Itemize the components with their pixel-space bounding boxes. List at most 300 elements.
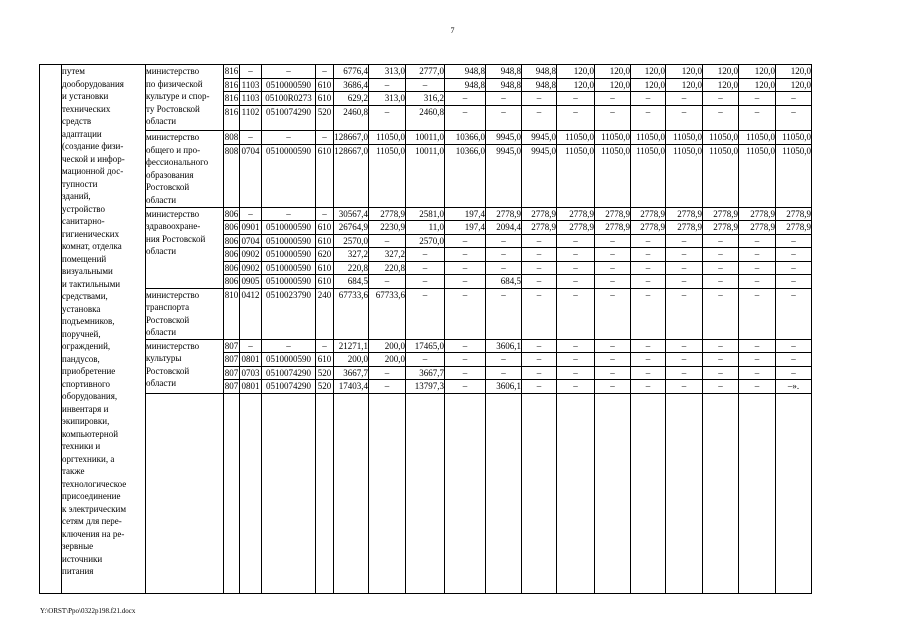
code-cell: 0704 [241,235,260,246]
amount-cell: – [486,353,522,367]
amount-cell: – [739,380,776,394]
empty-cell [739,118,776,131]
empty-cell [595,568,631,581]
empty-cell [739,543,776,556]
empty-cell [445,443,486,456]
empty-cell [146,531,224,544]
amount-cell: – [522,380,557,394]
number-cell [40,65,62,594]
empty-cell [595,443,631,456]
code-cell: 610 [316,221,334,235]
amount-cell: 2778,9 [666,221,703,235]
amount-cell: – [445,105,486,118]
amount-cell: – [486,105,522,118]
empty-cell [262,518,316,531]
amount-cell: – [739,234,776,248]
amount-cell: 2778,9 [486,207,522,221]
executor-line: области [146,246,177,256]
empty-cell [666,581,703,594]
empty-cell [557,506,595,519]
description-line: средств [62,116,92,126]
empty-cell [262,506,316,519]
amount-cell: – [486,288,522,301]
empty-cell [240,456,262,469]
empty-cell [369,506,406,519]
empty-cell [224,531,240,544]
empty-cell [334,431,369,444]
amount-cell: – [776,366,812,380]
description-line: экипировки, [62,416,110,426]
empty-cell [557,556,595,569]
table-row [40,339,848,353]
empty-cell [666,406,703,419]
amount-cell: – [557,339,595,353]
amount-cell: 11,0 [406,221,445,235]
code-cell: 610 [316,78,334,92]
amount-cell: 120,0 [595,78,631,92]
empty-cell [557,568,595,581]
code-cell: 0510000590 [262,234,316,248]
code-cell: 520 [316,105,334,118]
code-cell: 816 [224,66,239,76]
empty-cell [666,456,703,469]
amount-cell: 120,0 [557,65,595,79]
amount-cell: – [739,92,776,106]
empty-cell [703,568,739,581]
empty-cell [739,406,776,419]
empty-cell [486,314,522,327]
amount-cell: 17465,0 [406,339,445,353]
code-cell: 240 [316,288,334,301]
code-cell: 816 [224,106,239,117]
empty-cell [631,518,666,531]
amount-cell: – [445,288,486,301]
amount-cell: – [631,353,666,367]
empty-cell [739,506,776,519]
empty-cell [522,456,557,469]
code-cell: 807 [224,340,239,351]
amount-cell: 313,0 [369,65,406,79]
executor-line: области [146,378,177,388]
empty-cell [262,301,316,314]
empty-cell [334,393,369,406]
empty-cell [445,170,486,183]
amount-cell: 2778,9 [776,221,812,235]
empty-cell [406,314,445,327]
empty-cell [595,493,631,506]
amount-cell: 2778,9 [522,221,557,235]
code-cell: 0510000590 [262,275,316,289]
description-line: установка [62,303,101,314]
empty-cell [595,518,631,531]
amount-cell: 220,8 [369,261,406,275]
empty-cell [224,393,240,406]
amount-cell: – [631,261,666,275]
empty-cell [316,182,334,195]
empty-cell [595,468,631,481]
amount-cell: 120,0 [739,78,776,92]
empty-cell [739,195,776,208]
code-cell: 0510023790 [262,288,316,301]
empty-cell [557,518,595,531]
empty-cell [703,326,739,339]
empty-cell [739,431,776,444]
empty-cell [703,531,739,544]
empty-cell [334,418,369,431]
code-cell: 0510000590 [262,261,316,275]
file-path-footer: Y:\ORST\Ppo\0322p198.f21.docx [40,607,136,615]
budget-table [39,64,848,594]
empty-cell [595,581,631,594]
empty-cell [557,406,595,419]
empty-cell [486,418,522,431]
empty-cell [557,493,595,506]
description-line: мационной дос- [62,166,124,176]
empty-cell [631,431,666,444]
empty-cell [557,393,595,406]
filler-row [40,418,848,431]
empty-cell [595,506,631,519]
empty-cell [522,301,557,314]
amount-cell: – [703,366,739,380]
empty-cell [406,157,445,170]
amount-cell: – [486,92,522,106]
code-cell: – [262,207,316,221]
empty-cell [316,518,334,531]
amount-cell: 2581,0 [406,207,445,221]
empty-cell [703,556,739,569]
description-line: оргтехники, а [62,453,115,464]
empty-cell [262,418,316,431]
amount-cell: – [595,339,631,353]
filler-row [40,456,848,469]
empty-cell [146,518,224,531]
amount-cell: 200,0 [369,339,406,353]
executor-line: министерство [146,340,200,351]
amount-cell: 948,8 [486,65,522,79]
empty-cell [557,314,595,327]
code-cell: 1103 [240,78,262,92]
description-line: ключения на ре- [62,528,125,539]
amount-cell: – [522,248,557,262]
empty-cell [703,543,739,556]
amount-cell: 327,2 [334,248,369,262]
empty-cell [369,456,406,469]
empty-cell [522,195,557,208]
amount-cell: – [666,248,703,262]
empty-cell [703,118,739,131]
amount-cell: – [666,261,703,275]
code-cell: 807 [224,354,239,364]
empty-cell [595,431,631,444]
empty-cell [666,518,703,531]
description-line: путем [62,66,85,76]
empty-cell [557,418,595,431]
empty-cell [557,301,595,314]
amount-cell: 2778,9 [703,221,739,235]
empty-cell [666,326,703,339]
empty-cell [240,468,262,481]
description-line: компьютерной [62,428,119,439]
code-cell: 0412 [241,289,260,300]
amount-cell: – [739,105,776,118]
empty-cell [146,481,224,494]
amount-cell: 2778,9 [557,207,595,221]
empty-cell [406,393,445,406]
empty-cell [240,531,262,544]
empty-cell [406,481,445,494]
amount-cell: – [445,353,486,367]
empty-cell [522,493,557,506]
empty-cell [406,581,445,594]
empty-cell [522,468,557,481]
code-cell: – [316,207,334,221]
empty-cell [445,568,486,581]
amount-cell: – [666,288,703,301]
empty-cell [776,543,812,556]
code-cell: 816 [224,93,239,103]
empty-cell [522,481,557,494]
amount-cell: – [595,105,631,118]
empty-cell [445,431,486,444]
empty-cell [595,314,631,327]
empty-cell [224,456,240,469]
amount-cell: 120,0 [631,65,666,79]
empty-cell [369,301,406,314]
code-cell: 0905 [241,276,260,286]
empty-cell [406,556,445,569]
empty-cell [522,418,557,431]
description-line: (создание физи- [62,141,124,151]
amount-cell: – [486,261,522,275]
description-line: к электрическим [62,503,127,514]
amount-cell: – [631,248,666,262]
empty-cell [703,581,739,594]
empty-cell [224,581,240,594]
amount-cell: – [557,234,595,248]
empty-cell [369,118,406,131]
description-line: комнат, отделка [62,241,122,251]
amount-cell: 9945,0 [522,144,557,157]
description-line: пандусов, [62,353,100,364]
amount-cell: – [522,92,557,106]
code-cell: 1102 [240,105,262,118]
empty-cell [262,543,316,556]
empty-cell [445,301,486,314]
amount-cell: 2460,8 [334,105,369,118]
empty-cell [316,418,334,431]
empty-cell [739,481,776,494]
code-cell: – [262,131,316,145]
empty-cell [146,568,224,581]
amount-cell: – [631,380,666,394]
empty-cell [486,468,522,481]
filler-row [40,568,848,581]
code-cell: – [316,339,334,353]
empty-cell [369,314,406,327]
empty-cell [334,556,369,569]
empty-cell [224,170,240,183]
amount-cell: – [739,248,776,262]
code-cell: 810 [224,289,239,300]
amount-cell: – [703,339,739,353]
empty-cell [146,443,224,456]
amount-cell: 120,0 [776,65,812,79]
empty-cell [316,431,334,444]
amount-cell: 11050,0 [557,131,595,145]
empty-cell [445,468,486,481]
empty-cell [369,170,406,183]
empty-cell [522,531,557,544]
executor-cell [146,131,224,208]
code-cell: – [262,65,316,79]
empty-cell [486,581,522,594]
amount-cell: 9945,0 [522,131,557,145]
description-line: и тактильными [62,278,121,289]
empty-cell [595,393,631,406]
amount-cell: – [776,288,812,301]
table-row [40,131,848,145]
code-cell: – [316,65,334,79]
empty-cell [262,406,316,419]
empty-cell [316,301,334,314]
empty-cell [522,431,557,444]
empty-cell [146,418,224,431]
empty-cell [595,531,631,544]
amount-cell: 10011,0 [406,131,445,145]
description-line: также [62,466,85,476]
empty-cell [631,182,666,195]
description-line: оборудования, [62,391,118,401]
amount-cell: – [703,248,739,262]
empty-cell [666,301,703,314]
amount-cell: 11050,0 [776,144,812,157]
amount-cell: 128667,0 [334,145,368,156]
empty-cell [224,118,240,131]
amount-cell: – [739,339,776,353]
empty-cell [316,157,334,170]
code-cell: 0510000590 [262,221,316,235]
empty-cell [445,481,486,494]
empty-cell [334,493,369,506]
code-cell: 0510000590 [262,353,316,367]
empty-cell [334,406,369,419]
empty-cell [406,493,445,506]
empty-cell [631,543,666,556]
empty-cell [369,431,406,444]
code-cell: 0703 [241,367,260,378]
code-cell: 808 [224,132,239,142]
amount-cell: – [703,353,739,367]
empty-cell [406,326,445,339]
empty-cell [224,195,240,208]
amount-cell: 120,0 [666,78,703,92]
amount-cell: – [406,261,445,275]
empty-cell [739,493,776,506]
empty-cell [557,543,595,556]
empty-cell [334,456,369,469]
empty-cell [224,443,240,456]
empty-cell [776,481,812,494]
empty-cell [334,481,369,494]
amount-cell: 327,2 [369,248,406,262]
amount-cell: 2778,9 [595,207,631,221]
empty-cell [595,182,631,195]
empty-cell [557,170,595,183]
empty-cell [557,118,595,131]
code-cell: 808 [224,145,239,156]
executor-line: фессионального [146,157,209,167]
empty-cell [631,170,666,183]
empty-cell [739,326,776,339]
empty-cell [703,314,739,327]
empty-cell [146,493,224,506]
amount-cell: – [703,92,739,106]
empty-cell [406,418,445,431]
empty-cell [522,157,557,170]
amount-cell: – [445,248,486,262]
empty-cell [224,301,240,314]
empty-cell [631,468,666,481]
empty-cell [262,170,316,183]
amount-cell: – [595,92,631,106]
amount-cell: – [522,353,557,367]
empty-cell [224,431,240,444]
empty-cell [262,431,316,444]
empty-cell [334,182,369,195]
amount-cell: 128667,0 [334,132,368,142]
amount-cell: 2230,9 [369,221,406,235]
empty-cell [595,556,631,569]
amount-cell: 2778,9 [776,207,812,221]
empty-cell [631,118,666,131]
executor-line: Ростовской [146,182,190,192]
description-line: средствами, [62,291,108,301]
empty-cell [334,326,369,339]
code-cell: 520 [316,380,334,394]
amount-cell: – [406,353,445,367]
amount-cell: – [522,366,557,380]
empty-cell [666,506,703,519]
executor-cell [146,288,224,339]
executor-line: министерство [146,132,200,142]
amount-cell: 2778,9 [631,221,666,235]
empty-cell [776,443,812,456]
empty-cell [486,301,522,314]
code-cell: 806 [224,262,239,273]
empty-cell [146,543,224,556]
code-cell: 806 [224,235,239,246]
executor-line: транспорта [146,302,190,312]
empty-cell [776,326,812,339]
amount-cell: – [631,105,666,118]
amount-cell: – [406,275,445,289]
executor-line: образования [146,169,194,180]
executor-line: общего и про- [146,144,201,155]
description-line: гигиенических [62,228,120,239]
empty-cell [445,506,486,519]
empty-cell [146,468,224,481]
code-cell: 0510074290 [262,105,316,118]
amount-cell: 11050,0 [369,144,406,157]
amount-cell: – [522,105,557,118]
empty-cell [445,493,486,506]
empty-cell [316,493,334,506]
amount-cell: 11050,0 [703,144,739,157]
amount-cell: – [445,234,486,248]
empty-cell [262,314,316,327]
empty-cell [703,493,739,506]
